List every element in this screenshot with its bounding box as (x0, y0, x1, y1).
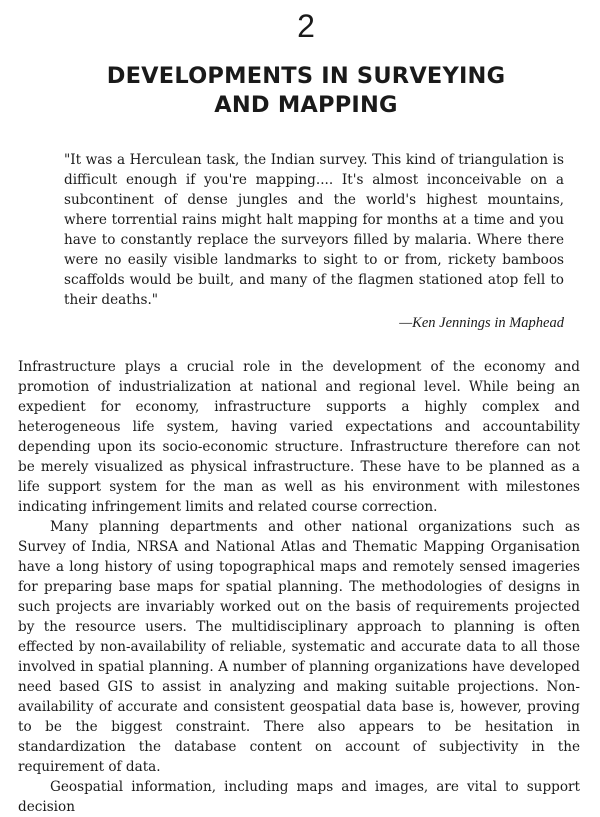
paragraph-1: Infrastructure plays a crucial role in the development of the economy and promotion of industrialization at national and regional level. While being an expedient for economy, infrastructure supports a highly complex and heterogeneous life system, having varied expectations and accountability depending upon its socio-economic structure. Infrastructure therefore can not be merely visualized as physical infrastructure. These have to be planned as a life support system for the man as well as his environment with milestones indicating infringement limits and related course correction. (18, 359, 580, 515)
paragraph-3: Geospatial information, including maps and images, are vital to support decision (18, 779, 580, 815)
epigraph-quote: "It was a Herculean task, the Indian survey. This kind of triangulation is difficult enough if you're mapping.... It's almost inconceivable on a subcontinent of dense jungles and the world's highest mountains, where torrential rains might halt mapping for months at a time and you have to constantly replace the surveyors filled by malaria. Where there were no easily visible landmarks to sight to or from, rickety bamboos scaffolds would be built, and many of the flagmen stationed atop fell to their deaths." (64, 152, 564, 308)
body-text (18, 357, 580, 817)
chapter-number: 2 (297, 8, 315, 44)
chapter-title-line-2: AND MAPPING (214, 92, 398, 118)
epigraph-attribution: —Ken Jennings in Maphead (399, 315, 564, 331)
chapter-title (18, 62, 580, 120)
paragraph-2: Many planning departments and other national organizations such as Survey of India, NRSA and National Atlas and Thematic Mapping Organisation have a long history of using topographical maps and remotely sensed imageries for preparing base maps for spatial planning. The methodologies of designs in such projects are invariably worked out on the basis of requirements projected by the resource users. The multidisciplinary approach to planning is often effected by non-availability of reliable, systematic and accurate data to all those involved in spatial planning. A number of planning organizations have developed need based GIS to assist in analyzing and making suitable projections. Non-availability of accurate and consistent geospatial data base is, however, proving to be the biggest constraint. There also appears to be hesitation in standardization the database content on account of subjectivity in the requirement of data. (18, 519, 580, 775)
chapter-title-line-1: DEVELOPMENTS IN SURVEYING (106, 63, 506, 89)
